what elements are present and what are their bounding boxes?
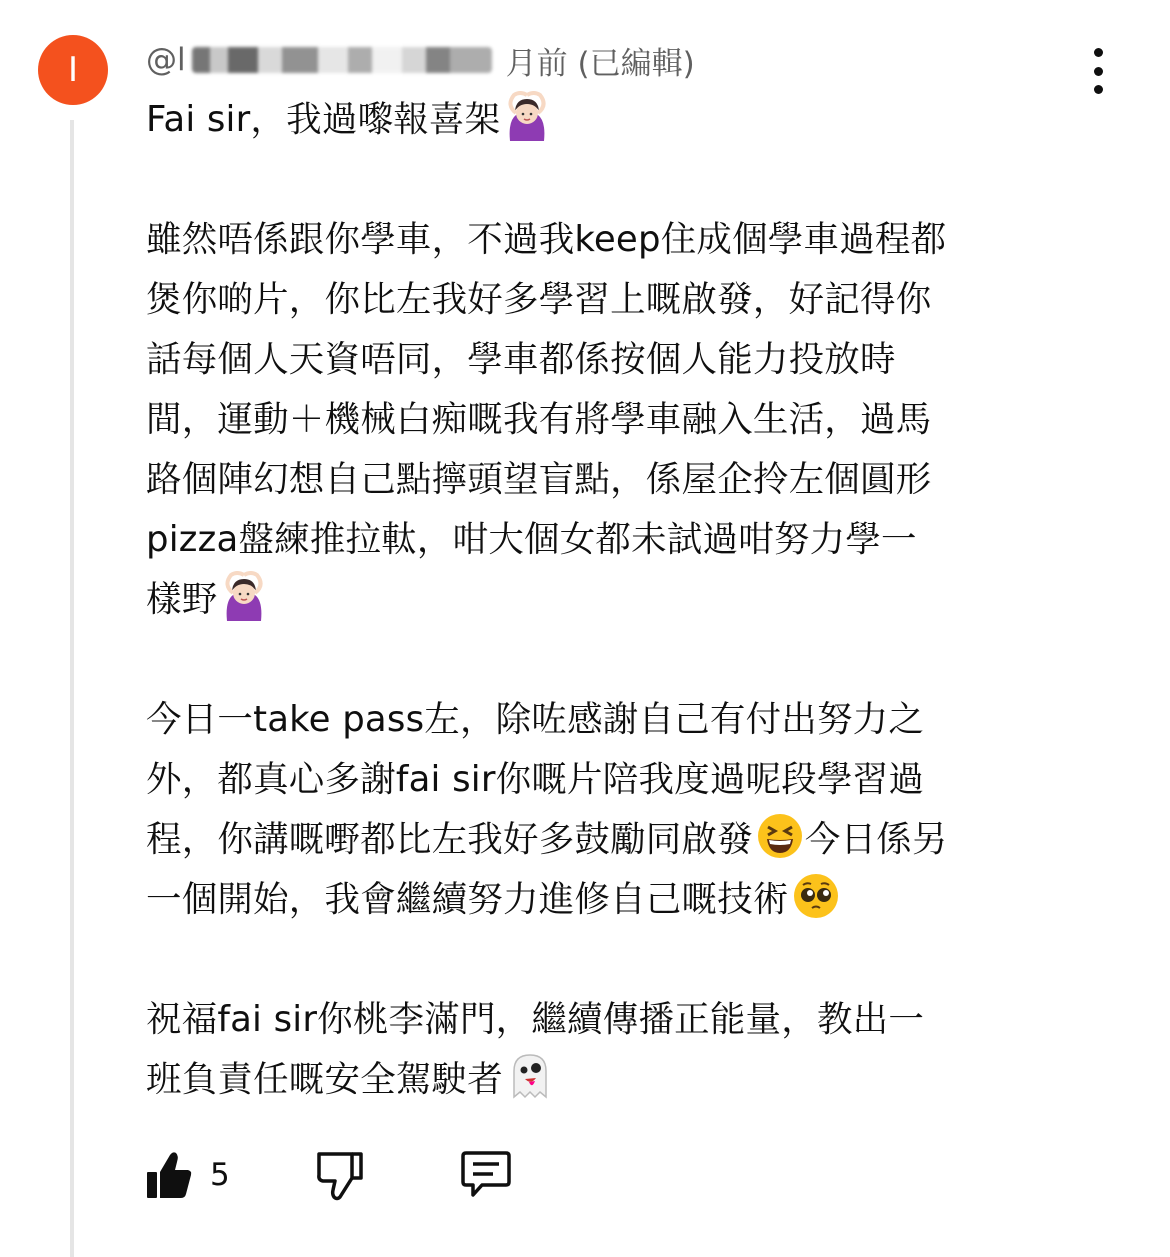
- grin-squint-emoji-icon: [755, 811, 805, 861]
- comment-line: [146, 270, 1106, 330]
- comment-line-text: 間，運動＋機械白痴嘅我有將學車融入生活，過馬: [146, 399, 932, 440]
- ghost-emoji-icon: [505, 1051, 555, 1101]
- comment-line: [146, 450, 1106, 510]
- comment-line: [146, 330, 1106, 390]
- comment-line: [146, 210, 1106, 270]
- more-vertical-icon: [1094, 48, 1103, 57]
- comment-line-text: 煲你啲片，你比左我好多學習上嘅啟發，好記得你: [146, 279, 932, 320]
- comment-line: [146, 750, 1106, 810]
- comment-line-text: pizza盤練推拉軚，咁大個女都未試過咁努力學一: [146, 519, 917, 560]
- like-count: 5: [210, 1157, 230, 1193]
- comment-line-text: 樣野: [146, 579, 218, 620]
- thumbs-down-icon: [316, 1150, 364, 1202]
- redacted-handle: [192, 47, 492, 73]
- paragraph-gap: [146, 930, 1106, 990]
- comment-line: [146, 690, 1106, 750]
- comment-line-text: 今日一take pass左，除咗感謝自己有付出努力之: [146, 699, 925, 740]
- ok-woman-emoji-icon: [502, 91, 552, 141]
- avatar-letter: I: [67, 50, 79, 90]
- pleading-emoji-icon: [791, 871, 841, 921]
- comment-line-text: 一個開始，我會繼續努力進修自己嘅技術: [146, 879, 789, 920]
- author-handle[interactable]: @l: [146, 42, 186, 78]
- reply-button[interactable]: [460, 1150, 512, 1200]
- dislike-button[interactable]: [316, 1150, 364, 1202]
- comment-line: [146, 870, 1106, 930]
- more-actions-button[interactable]: [1080, 48, 1116, 94]
- comment-line-text: 班負責任嘅安全駕駛者: [146, 1059, 504, 1100]
- comment-line: [146, 90, 1106, 150]
- comment-header: [146, 36, 695, 84]
- comment-line-text: 路個陣幻想自己點擰頭望盲點，係屋企拎左個圓形: [146, 459, 932, 500]
- comment-line-text: 話每個人天資唔同，學車都係按個人能力投放時: [146, 339, 896, 380]
- comment-line-text: 外，都真心多謝fai sir你嘅片陪我度過呢段學習過: [146, 759, 925, 800]
- comment-text: [146, 90, 1106, 1110]
- comment-line-text: 程，你講嘅嘢都比左我好多鼓勵同啟發: [146, 819, 753, 860]
- ok-woman-emoji-icon: [219, 571, 269, 621]
- thread-line: [70, 120, 74, 1257]
- author-avatar[interactable]: [38, 35, 108, 105]
- comment-line-text: Fai sir，我過嚟報喜架: [146, 99, 501, 140]
- comment-timestamp: 月前 (已編輯): [505, 45, 695, 82]
- comment-line: [146, 990, 1106, 1050]
- comment-actions: [146, 1150, 746, 1210]
- comment-line: [146, 510, 1106, 570]
- comment-line-text: 雖然唔係跟你學車，不過我keep住成個學車過程都: [146, 219, 947, 260]
- comment-line: [146, 810, 1106, 870]
- paragraph-gap: [146, 630, 1106, 690]
- thumbs-up-icon: [146, 1150, 192, 1200]
- comment-line-text: 今日係另: [804, 819, 948, 860]
- comment-line: [146, 390, 1106, 450]
- reply-comment-icon: [460, 1150, 512, 1200]
- comment-line-text: 祝福fai sir你桃李滿門，繼續傳播正能量，教出一: [146, 999, 925, 1040]
- comment-line: [146, 1050, 1106, 1110]
- paragraph-gap: [146, 150, 1106, 210]
- like-button[interactable]: [146, 1150, 230, 1200]
- comment-line: [146, 570, 1106, 630]
